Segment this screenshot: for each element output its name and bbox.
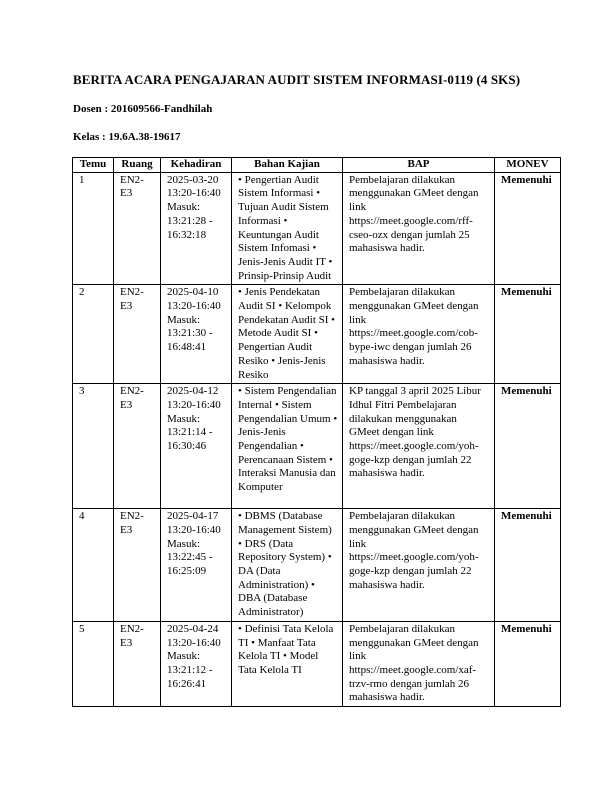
cell-kehadiran: 2025-03-20 13:20-16:40 Masuk: 13:21:28 - 16:32:18	[161, 172, 232, 285]
cell-temu: 5	[73, 621, 114, 706]
cell-monev: Memenuhi	[495, 509, 561, 622]
cell-monev: Memenuhi	[495, 172, 561, 285]
cell-monev: Memenuhi	[495, 285, 561, 384]
table-row	[73, 384, 561, 509]
cell-ruang: EN2-E3	[114, 172, 161, 285]
cell-bap: Pembelajaran dilakukan menggunakan GMeet dengan link https://meet.google.com/yoh-goge-kzp dengan jumlah 22 mahasiswa hadir.	[343, 509, 495, 622]
header-ruang: Ruang	[114, 158, 161, 173]
cell-kehadiran: 2025-04-10 13:20-16:40 Masuk: 13:21:30 - 16:48:41	[161, 285, 232, 384]
header-temu: Temu	[73, 158, 114, 173]
table-header-row	[73, 158, 561, 173]
cell-bahan-kajian: • Jenis Pendekatan Audit SI • Kelompok Pendekatan Audit SI • Metode Audit SI • Pengertian Audit Resiko • Jenis-Jenis Resiko	[232, 285, 343, 384]
cell-ruang: EN2-E3	[114, 384, 161, 509]
cell-temu: 2	[73, 285, 114, 384]
cell-ruang: EN2-E3	[114, 509, 161, 622]
cell-monev: Memenuhi	[495, 621, 561, 706]
cell-ruang: EN2-E3	[114, 285, 161, 384]
cell-temu: 4	[73, 509, 114, 622]
cell-temu: 3	[73, 384, 114, 509]
table-row	[73, 285, 561, 384]
table-row	[73, 509, 561, 622]
cell-monev: Memenuhi	[495, 384, 561, 509]
header-monev: MONEV	[495, 158, 561, 173]
cell-bahan-kajian: • Sistem Pengendalian Internal • Sistem Pengendalian Umum • Jenis-Jenis Pengendalian • Perencanaan Sistem • Interaksi Manusia dan Komputer	[232, 384, 343, 509]
header-bahan-kajian: Bahan Kajian	[232, 158, 343, 173]
cell-kehadiran: 2025-04-12 13:20-16:40 Masuk: 13:21:14 - 16:30:46	[161, 384, 232, 509]
cell-bahan-kajian: • Definisi Tata Kelola TI • Manfaat Tata Kelola TI • Model Tata Kelola TI	[232, 621, 343, 706]
cell-bap: Pembelajaran dilakukan menggunakan GMeet dengan link https://meet.google.com/rff-cseo-ozx dengan jumlah 25 mahasiswa hadir.	[343, 172, 495, 285]
cell-kehadiran: 2025-04-24 13:20-16:40 Masuk: 13:21:12 - 16:26:41	[161, 621, 232, 706]
cell-bap: Pembelajaran dilakukan menggunakan GMeet dengan link https://meet.google.com/xaf-trzv-rmo dengan jumlah 26 mahasiswa hadir.	[343, 621, 495, 706]
cell-bap: KP tanggal 3 april 2025 Libur Idhul Fitri Pembelajaran dilakukan menggunakan GMeet dengan link https://meet.google.com/yoh-goge-kzp dengan jumlah 22 mahasiswa hadir.	[343, 384, 495, 509]
header-bap: BAP	[343, 158, 495, 173]
table-row	[73, 172, 561, 285]
document-title: BERITA ACARA PENGAJARAN AUDIT SISTEM INFORMASI-0119 (4 SKS)	[73, 72, 521, 87]
cell-temu: 1	[73, 172, 114, 285]
teaching-record-table	[72, 157, 561, 707]
header-kehadiran: Kehadiran	[161, 158, 232, 173]
cell-bahan-kajian: • Pengertian Audit Sistem Informasi • Tujuan Audit Sistem Informasi • Keuntungan Audit Sistem Infomasi • Jenis-Jenis Audit IT • Prinsip-Prinsip Audit	[232, 172, 343, 285]
cell-ruang: EN2-E3	[114, 621, 161, 706]
class-info: Kelas : 19.6A.38-19617	[73, 131, 181, 143]
cell-bap: Pembelajaran dilakukan menggunakan GMeet dengan link https://meet.google.com/cob-bype-iwc dengan jumlah 26 mahasiswa hadir.	[343, 285, 495, 384]
cell-bahan-kajian: • DBMS (Database Management Sistem) • DRS (Data Repository System) • DA (Data Administration) • DBA (Database Administrator)	[232, 509, 343, 622]
table-row	[73, 621, 561, 706]
cell-kehadiran: 2025-04-17 13:20-16:40 Masuk: 13:22:45 - 16:25:09	[161, 509, 232, 622]
lecturer-info: Dosen : 201609566-Fandhilah	[73, 103, 213, 115]
